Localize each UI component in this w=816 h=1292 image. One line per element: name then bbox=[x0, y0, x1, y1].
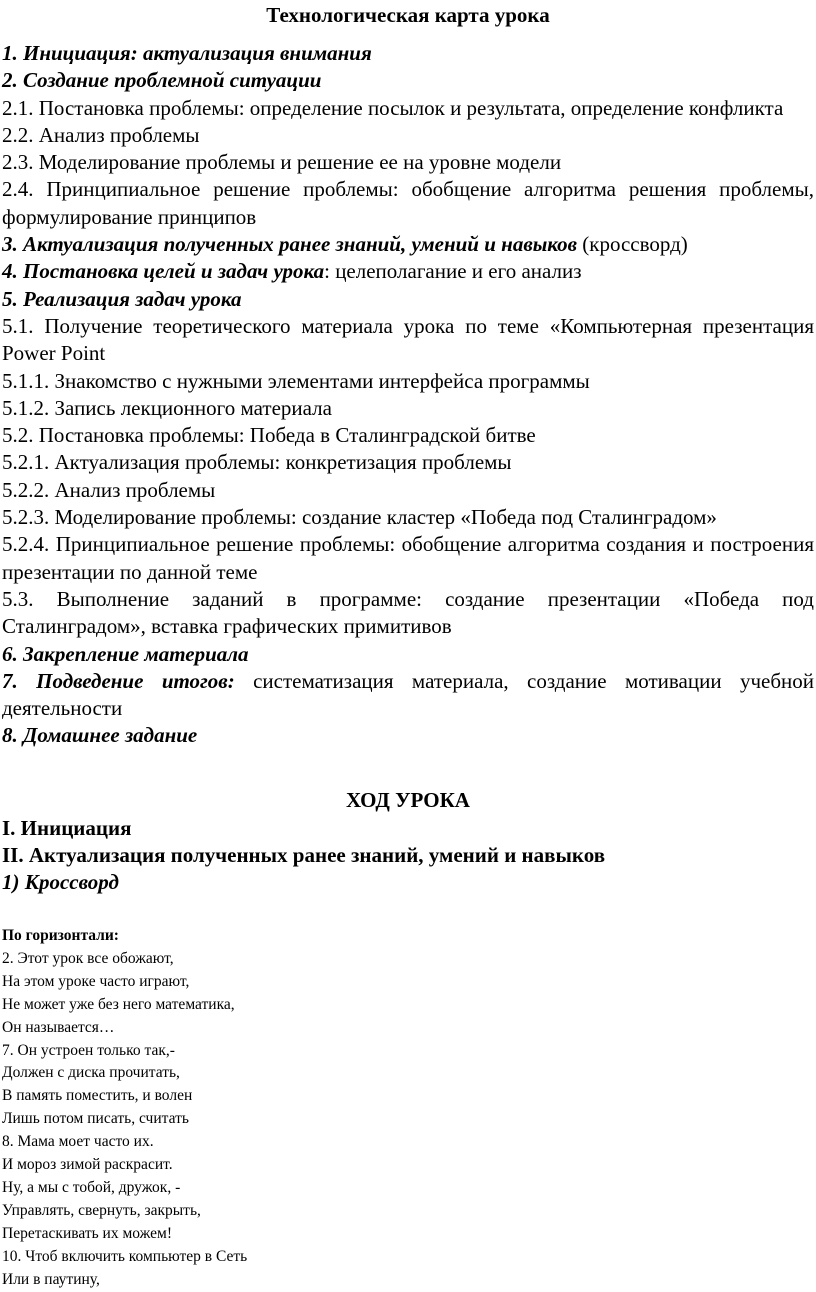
plan-item bbox=[2, 531, 814, 586]
clue-line: И мороз зимой раскрасит. bbox=[2, 1156, 173, 1174]
document-title: Технологическая карта урока bbox=[266, 3, 550, 27]
plan-item-text: : целеполагание и его анализ bbox=[324, 259, 582, 284]
clue-line: Управлять, свернуть, закрыть, bbox=[2, 1201, 201, 1219]
plan-item-heading: 2. Создание проблемной ситуации bbox=[2, 68, 322, 93]
clue-line: Ну, а мы с тобой, дружок, - bbox=[2, 1178, 181, 1196]
plan-item-heading: 7. Подведение итогов: bbox=[2, 668, 235, 693]
plan-item bbox=[2, 176, 814, 231]
crossword-clues bbox=[2, 925, 814, 1292]
clue-line: Он называется… bbox=[2, 1018, 115, 1036]
clue-line: 7. Он устроен только так,- bbox=[2, 1041, 175, 1059]
clue-line: 8. Мама моет часто их. bbox=[2, 1133, 154, 1151]
clue-line: Не может уже без него математика, bbox=[2, 995, 235, 1013]
plan-item bbox=[2, 586, 814, 641]
plan-item-text: 2.4. Принципиальное решение проблемы: обобщение алгоритма решения проблемы, формулирование принципов bbox=[2, 177, 814, 229]
plan-item bbox=[2, 395, 814, 422]
plan-item bbox=[2, 95, 814, 122]
plan-item bbox=[2, 122, 814, 149]
plan-item-heading: 3. Актуализация полученных ранее знаний, умений и навыков bbox=[2, 232, 577, 257]
plan-item-text: (кроссворд) bbox=[577, 232, 688, 257]
plan-item-text: 2.3. Моделирование проблемы и решение ее на уровне модели bbox=[2, 150, 562, 175]
clue-line: 10. Чтоб включить компьютер в Сеть bbox=[2, 1247, 248, 1265]
plan-item-heading: 1. Инициация: актуализация внимания bbox=[2, 41, 372, 65]
plan-item bbox=[2, 258, 814, 285]
lesson-plan bbox=[2, 40, 814, 750]
section-crossword: 1) Кроссворд bbox=[2, 870, 119, 894]
plan-item-text: 5.1. Получение теоретического материала урока по теме «Компьютерная презентация Power Point bbox=[2, 313, 814, 366]
clue-line: Лишь потом писать, считать bbox=[2, 1110, 189, 1128]
plan-item bbox=[2, 149, 814, 176]
plan-item bbox=[2, 504, 814, 531]
plan-item bbox=[2, 449, 814, 476]
plan-item-heading: 4. Постановка целей и задач урока bbox=[2, 259, 325, 284]
plan-item bbox=[2, 668, 814, 723]
plan-item-text: 5.2.1. Актуализация проблемы: конкретизация проблемы bbox=[2, 450, 512, 475]
plan-item bbox=[2, 422, 814, 449]
plan-item-heading: 6. Закрепление материала bbox=[2, 641, 249, 666]
plan-item bbox=[2, 477, 814, 504]
plan-item-text: 5.2.4. Принципиальное решение проблемы: обобщение алгоритма создания и построения презентации по данной теме bbox=[2, 532, 814, 584]
plan-item-text: 5.1.2. Запись лекционного материала bbox=[2, 395, 332, 420]
plan-item-text: 5.2.3. Моделирование проблемы: создание кластер «Победа под Сталинградом» bbox=[2, 505, 717, 530]
crossword-heading: По горизонтали: bbox=[2, 927, 119, 944]
clue-line: На этом уроке часто играют, bbox=[2, 972, 190, 990]
plan-item bbox=[2, 368, 814, 395]
plan-item bbox=[2, 286, 814, 313]
plan-item bbox=[2, 231, 814, 258]
section-actualization: II. Актуализация полученных ранее знаний, умений и навыков bbox=[2, 843, 606, 867]
plan-item-heading: 8. Домашнее задание bbox=[2, 723, 198, 748]
plan-item-text: 5.1.1. Знакомство с нужными элементами интерфейса программы bbox=[2, 368, 590, 393]
clue-line: Должен с диска прочитать, bbox=[2, 1064, 180, 1082]
plan-item-text: 2.1. Постановка проблемы: определение посылок и результата, определение конфликта bbox=[2, 95, 784, 120]
plan-item bbox=[2, 641, 814, 668]
plan-item bbox=[2, 313, 814, 368]
plan-item-text: 2.2. Анализ проблемы bbox=[2, 122, 200, 147]
plan-item-text: 5.2. Постановка проблемы: Победа в Сталинградской битве bbox=[2, 423, 536, 448]
clue-line: Или в паутину, bbox=[2, 1270, 100, 1288]
clue-line: В память поместить, и волен bbox=[2, 1087, 193, 1105]
plan-item-text: систематизация материала, создание мотивации учебной деятельности bbox=[2, 668, 814, 721]
section-initiation: I. Инициация bbox=[2, 816, 132, 840]
plan-item bbox=[2, 722, 814, 749]
clue-line: Перетаскивать их можем! bbox=[2, 1224, 173, 1242]
plan-item-text: 5.3. Выполнение заданий в программе: создание презентации «Победа под Сталинградом», вставка графических примитивов bbox=[2, 586, 814, 639]
plan-item-text: 5.2.2. Анализ проблемы bbox=[2, 477, 216, 502]
plan-item bbox=[2, 67, 814, 94]
clue-line: 2. Этот урок все обожают, bbox=[2, 949, 174, 967]
plan-item-heading: 5. Реализация задач урока bbox=[2, 286, 242, 311]
lesson-progress-title: ХОД УРОКА bbox=[346, 788, 470, 812]
plan-item bbox=[2, 40, 814, 67]
